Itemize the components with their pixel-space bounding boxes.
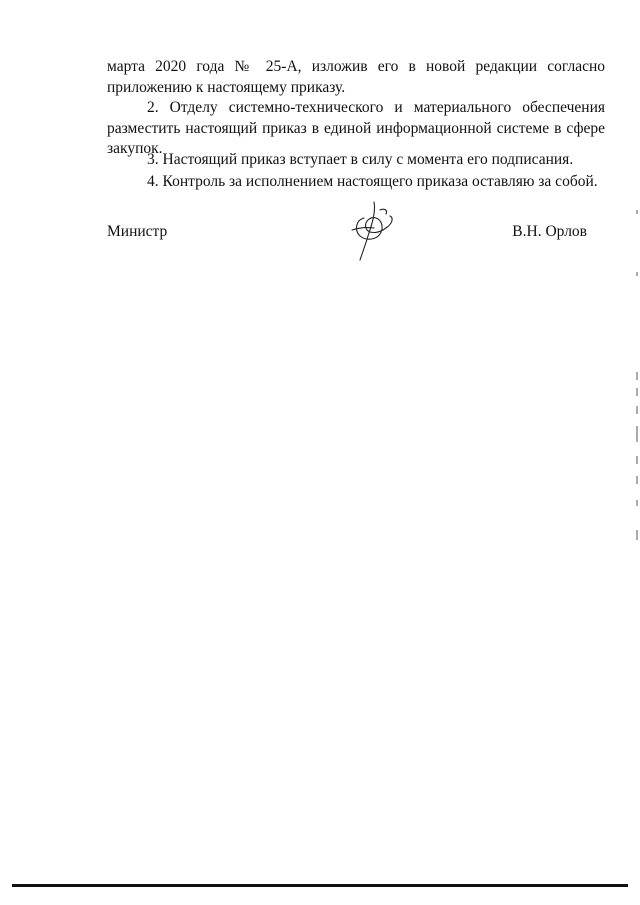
paragraph-continuation: марта 2020 года № 25-А, изложив его в новой редакции согласно приложению к настоящему приказу.	[107, 58, 605, 96]
paragraph-item-3: 3. Настоящий приказ вступает в силу с момента его подписания.	[147, 151, 574, 168]
scan-edge-marks	[634, 200, 640, 560]
paragraph-item-2: 2. Отделу системно-технического и материального обеспечения разместить настоящий приказ в единой информационной системе в сфере закупок.	[107, 99, 605, 157]
signature-icon	[350, 200, 400, 262]
signatory-role: Министр	[107, 223, 168, 240]
paragraph-item-4: 4. Контроль за исполнением настоящего приказа оставляю за собой.	[147, 173, 598, 190]
page-bottom-rule	[12, 884, 628, 887]
signatory-name: В.Н. Орлов	[512, 223, 587, 240]
